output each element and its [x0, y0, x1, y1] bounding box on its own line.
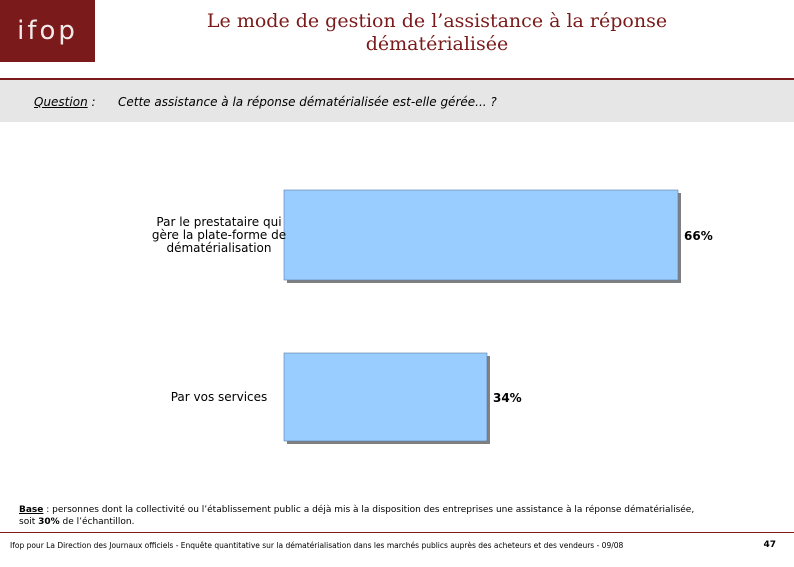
base-percent: 30%: [38, 517, 60, 527]
footer-divider: [0, 532, 794, 533]
base-label: Base: [19, 505, 44, 515]
page-number: 47: [763, 540, 776, 550]
base-text-after: de l’échantillon.: [59, 517, 135, 527]
question-label-suffix: :: [87, 95, 96, 109]
footer-text: Ifop pour La Direction des Journaux officiels - Enquête quantitative sur la dématérialisation dans les marchés publics auprès des acheteurs et des vendeurs - 09/08: [10, 541, 624, 550]
question-text: Cette assistance à la réponse dématérialisée est-elle gérée... ?: [118, 95, 497, 109]
category-label: gère la plate-forme de: [151, 228, 287, 242]
base-text-before: : personnes dont la collectivité ou l’établissement public a déjà mis à la disposition des entreprises une assistance à la réponse dématérialisée, soit: [19, 505, 695, 527]
title-line-1: Le mode de gestion de l’assistance à la réponse: [206, 10, 668, 32]
bar: [284, 190, 678, 280]
bar-value-label: 34%: [492, 391, 522, 405]
bar: [284, 353, 487, 441]
category-label: dématérialisation: [166, 241, 272, 255]
logo-text: ifop: [17, 16, 78, 46]
category-label: Par vos services: [170, 390, 268, 404]
title-line-2: dématérialisée: [365, 33, 509, 55]
category-label: Par le prestataire qui: [156, 215, 282, 229]
question-label-word: Question: [34, 95, 88, 109]
bar-value-label: 66%: [684, 229, 713, 243]
base-note: [19, 504, 709, 528]
